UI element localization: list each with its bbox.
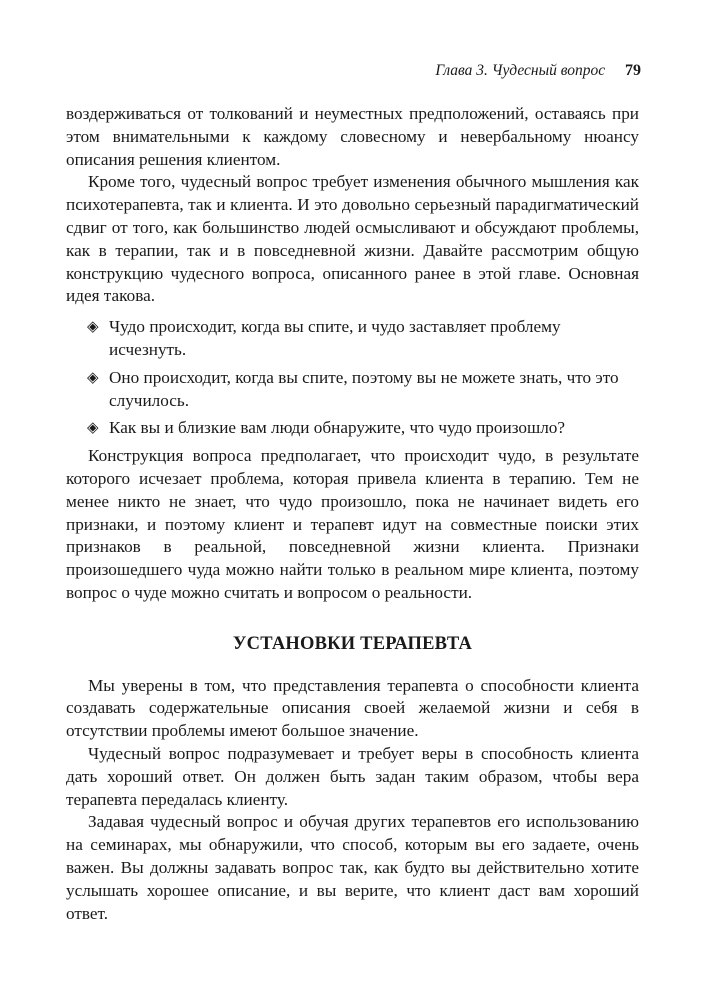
paragraph: воздерживаться от толкований и неуместных предположений, оставаясь при этом внимательными к каждому словесному и невербальному нюансу описания решения клиентом. <box>66 104 639 169</box>
list-item-text: Чудо происходит, когда вы спите, и чудо заставляет проблему исчезнуть. <box>109 317 561 359</box>
diamond-bullet-icon: ◈ <box>87 319 99 336</box>
paragraph: Задавая чудесный вопрос и обучая других терапевтов его использованию на семинарах, мы обнаружили, что способ, которым вы его задаете, очень важен. Вы должны задавать вопрос так, как будто вы действительно хотите услышать хорошее описание, и вы верите, что клиент даст вам хороший ответ. <box>66 812 639 923</box>
page-number: 79 <box>625 62 641 79</box>
list-item <box>66 316 639 362</box>
paragraph: Конструкция вопроса предполагает, что происходит чудо, в результате которого исчезает проблема, которая привела клиента в терапию. Тем не менее никто не знает, что чудо произошло, пока не начинает видеть его признаки, и поэтому клиент и терапевт идут на совместные поиски этих признаков в реальной, повседневной жизни клиента. Признаки произошедшего чуда можно найти только в реальном мире клиента, поэтому вопрос о чуде можно считать и вопросом о реальности. <box>66 446 639 602</box>
bullet-list <box>66 316 639 440</box>
list-item-text: Оно происходит, когда вы спите, поэтому вы не можете знать, что это случилось. <box>109 367 619 410</box>
section-title: УСТАНОВКИ ТЕРАПЕВТА <box>232 633 473 654</box>
running-title: Глава 3. Чудесный вопрос <box>435 62 606 79</box>
paragraph: Мы уверены в том, что представления терапевта о способности клиента создавать содержательные описания своей желаемой жизни и себя в отсутствии проблемы имеют большое значение. <box>66 675 639 741</box>
list-item-text: Как вы и близкие вам люди обнаружите, что чудо произошло? <box>109 418 566 438</box>
page-body <box>66 103 639 925</box>
list-item <box>66 367 639 413</box>
diamond-bullet-icon: ◈ <box>87 369 99 386</box>
diamond-bullet-icon: ◈ <box>87 420 99 437</box>
paragraph: Кроме того, чудесный вопрос требует изменения обычного мышления как психотерапевта, так и клиента. И это довольно серьезный парадигматический сдвиг от того, как большинство людей осмысливают и обсуждают проблемы, как в терапии, так и в повседневной жизни. Давайте рассмотрим общую конструкцию чудесного вопроса, описанного ранее в этой главе. Основная идея такова. <box>66 172 639 306</box>
paragraph: Чудесный вопрос подразумевает и требует веры в способность клиента дать хороший ответ. Он должен быть задан таким образом, чтобы вера терапевта передалась клиенту. <box>66 743 639 809</box>
running-header <box>435 62 641 80</box>
list-item <box>66 417 639 440</box>
